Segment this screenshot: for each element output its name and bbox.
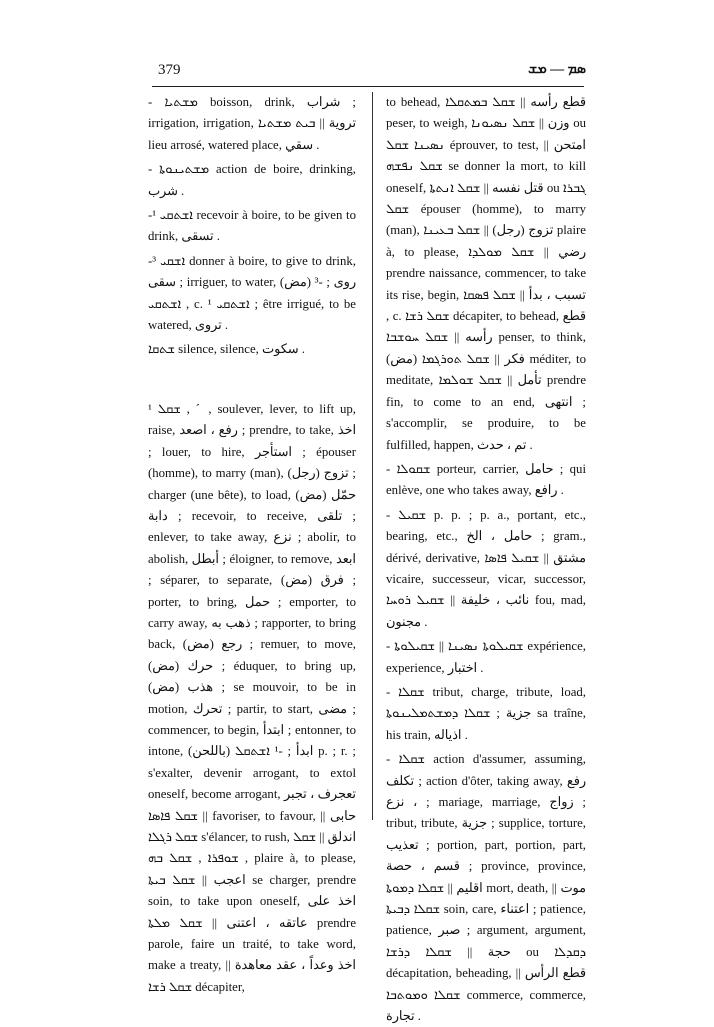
entry-soulever: ¹ ܫܩܠ , ˊ , soulever, lever, to lift up, raise, رفع ، اصعد ; prendre, to take, اخذ ; louer, to hire, استأجر ; épouser (homme), to marry (man), (رجل) تزوج ; charger (une bête), to load, حمّل (مض) دابة ; recevoir, to receive, تلقى ; enlever, to take away, نزع ; abolir, to abolish, أبطل ; éloigner, to remove, ابعد ; séparer, to separate, (مض) فرق ; porter, to bring, حمل ; emporter, to carry away, ذهب به ; rapporter, to bring back, (مض) رجع ; remuer, to move, (مض) حرك ; éduquer, to bring up, (مض) هذب ; se mouvoir, to be in motion, تحرك ; partir, to start, مضى ; commencer, to begin, ابتدأ ; entonner, to intone, (باللحن) ابدأ ; -¹ ܐܫܬܩܠ p. ; r. ; s'exalter, devenir arrogant, to extol oneself, become arrogant, تعجرف ، تجبر || ܫܩܠ ܦܐܣܐ favoriser, to favour, حابى || ܫܩܠ ܪܓܠܐ s'élancer, to rush, اندلق || ܫܩܠ ܫܘܦܪܐ , ܫܩܠ ܒܗ , plaire à, to please, اعجب || ܫܩܠ ܒܝܬܐ se charger, prendre soin, to take upon oneself, اخذ على عاتقه ، اعتنى || ܫܩܠ ܡܠܬܐ prendre parole, faire un traité, to take word, make a treaty, اخذ وعداً ، عقد معاهدة || ܫܩܠ ܪܫܐ décapiter, <box>148 401 357 994</box>
entry-action-de-boire: - ܡܫܬܝܢܘܬܐ action de boire, drinking, شرب . <box>148 162 356 198</box>
running-title: ܣܡ — ܡܫ <box>528 62 586 77</box>
entry-experience: - ܫܩܝܠܘܬܐ ܢܣܝܢܐ || ܫܩܝܠܘܬܐ expérience, experience, اختبار . <box>386 639 586 675</box>
entry-recevoir-a-boire: -¹ ܐܫܬܩܝ recevoir à boire, to be given to drink, تسقى . <box>148 208 356 244</box>
column-divider <box>372 92 373 820</box>
entry-silence: ܫܬܩܐ silence, silence, سكوت . <box>148 342 305 357</box>
entry-continuation: to behead, قطع رأسه || ܫܩܠ ܒܡܬܩܠܐ peser, to weigh, وزن || ܫܩܠ ܢܣܝܘܢܐ ou ܢܣܝܢܐ ܫܩܠ éprouver, to test, امتحن || ܫܩܠ ܢܦܫܗ se donner la mort, to kill oneself, قتل نفسه || ܫܩܠ ܐܢܬܬܐ ou ܓܒܪܐ ܫܩܠ épouser (homme), to marry (man), تزوج (رجل) || ܫܩܠ ܒܥܝܢܐ plaire à, to please, رضي || ܫܩܠ ܡܘܠܕܐ prendre naissance, commencer, to take its rise, begin, تسبب ، بدأ || ܫܩܠ ܦܣܩܐ , c. ܫܩܠ ܪܫܐ décapiter, to behead, قطع رأسه || ܫܩܠ ܚܘܫܒܐ penser, to think, (مض) فكر || ܫܩܠ ܬܘܪܓܡܐ méditer, to meditate, تأمل || ܫܩܠ ܫܘܠܡܐ prendre fin, to come to an end, انتهى ; s'accomplir, se produire, to be fulfilled, happen, تم ، حدث . <box>386 95 587 452</box>
left-column <box>148 92 356 998</box>
page-header <box>142 62 586 84</box>
page-number: 379 <box>158 62 181 78</box>
entry-donner-a-boire: -³ ܐܫܩܝ donner à boire, to give to drink, سقى ; irriguer, to water, (مض) روى ; -³ ܐܫܬܩܝ , c. ¹ ܐܫܬܩܝ ; être irrigué, to be watered, تروى . <box>148 253 356 333</box>
entry-portant: - ܫܩܝܠ p. p. ; p. a., portant, etc., bearing, etc., حامل ، الخ ; gram., dérivé, derivative, مشتق || ܫܩܝܠ ܦܐܣܐ vicaire, successeur, vicar, successor, نائب ، خليفة || ܫܩܝܠ ܪܘܚܐ fou, mad, مجنون . <box>386 507 586 629</box>
entry-tribut: - ܫܩܠܐ tribut, charge, tribute, load, جزية ; ܫܩܠܐ ܕܡܫܬܡܠܝܢܘܬܐ sa traîne, his train, اذياله . <box>386 684 587 742</box>
right-column <box>386 92 586 1027</box>
header-rule <box>152 86 584 87</box>
entry-action-d-assumer: - ܫܩܠܐ action d'assumer, assuming, تكلف ; action d'ôter, taking away, رفع ، نزع ; mariage, marriage, زواج ; tribut, tribute, جزية ; supplice, torture, تعذيب ; portion, part, portion, part, قسم ، حصة ; province, province, اقليم || ܫܩܠܐ ܕܡܘܬܐ mort, death, موت || ܫܩܠܐ ܕܒܝܬܐ soin, care, اعتناء ; patience, patience, صبر ; argument, argument, حجة || ܫܩܠܐ ܕܪܫܐ ou ܕܩܕܠܐ décapitation, beheading, قطع الرأس || ܫܩܠܐ ܘܡܘܬܒܐ commerce, commerce, تجارة . <box>386 752 587 1024</box>
entry-gap <box>148 361 356 399</box>
entry-porteur: - ܫܩܘܠܐ porteur, carrier, حامل ; qui enlève, one who takes away, رافع . <box>386 461 586 498</box>
entry-boisson: - ܡܫܬܝܐ boisson, drink, شراب ; irrigation, irrigation, ترویة || ܒܝܬ ܡܫܬܝܐ lieu arrosé, watered place, سقي . <box>148 95 357 152</box>
